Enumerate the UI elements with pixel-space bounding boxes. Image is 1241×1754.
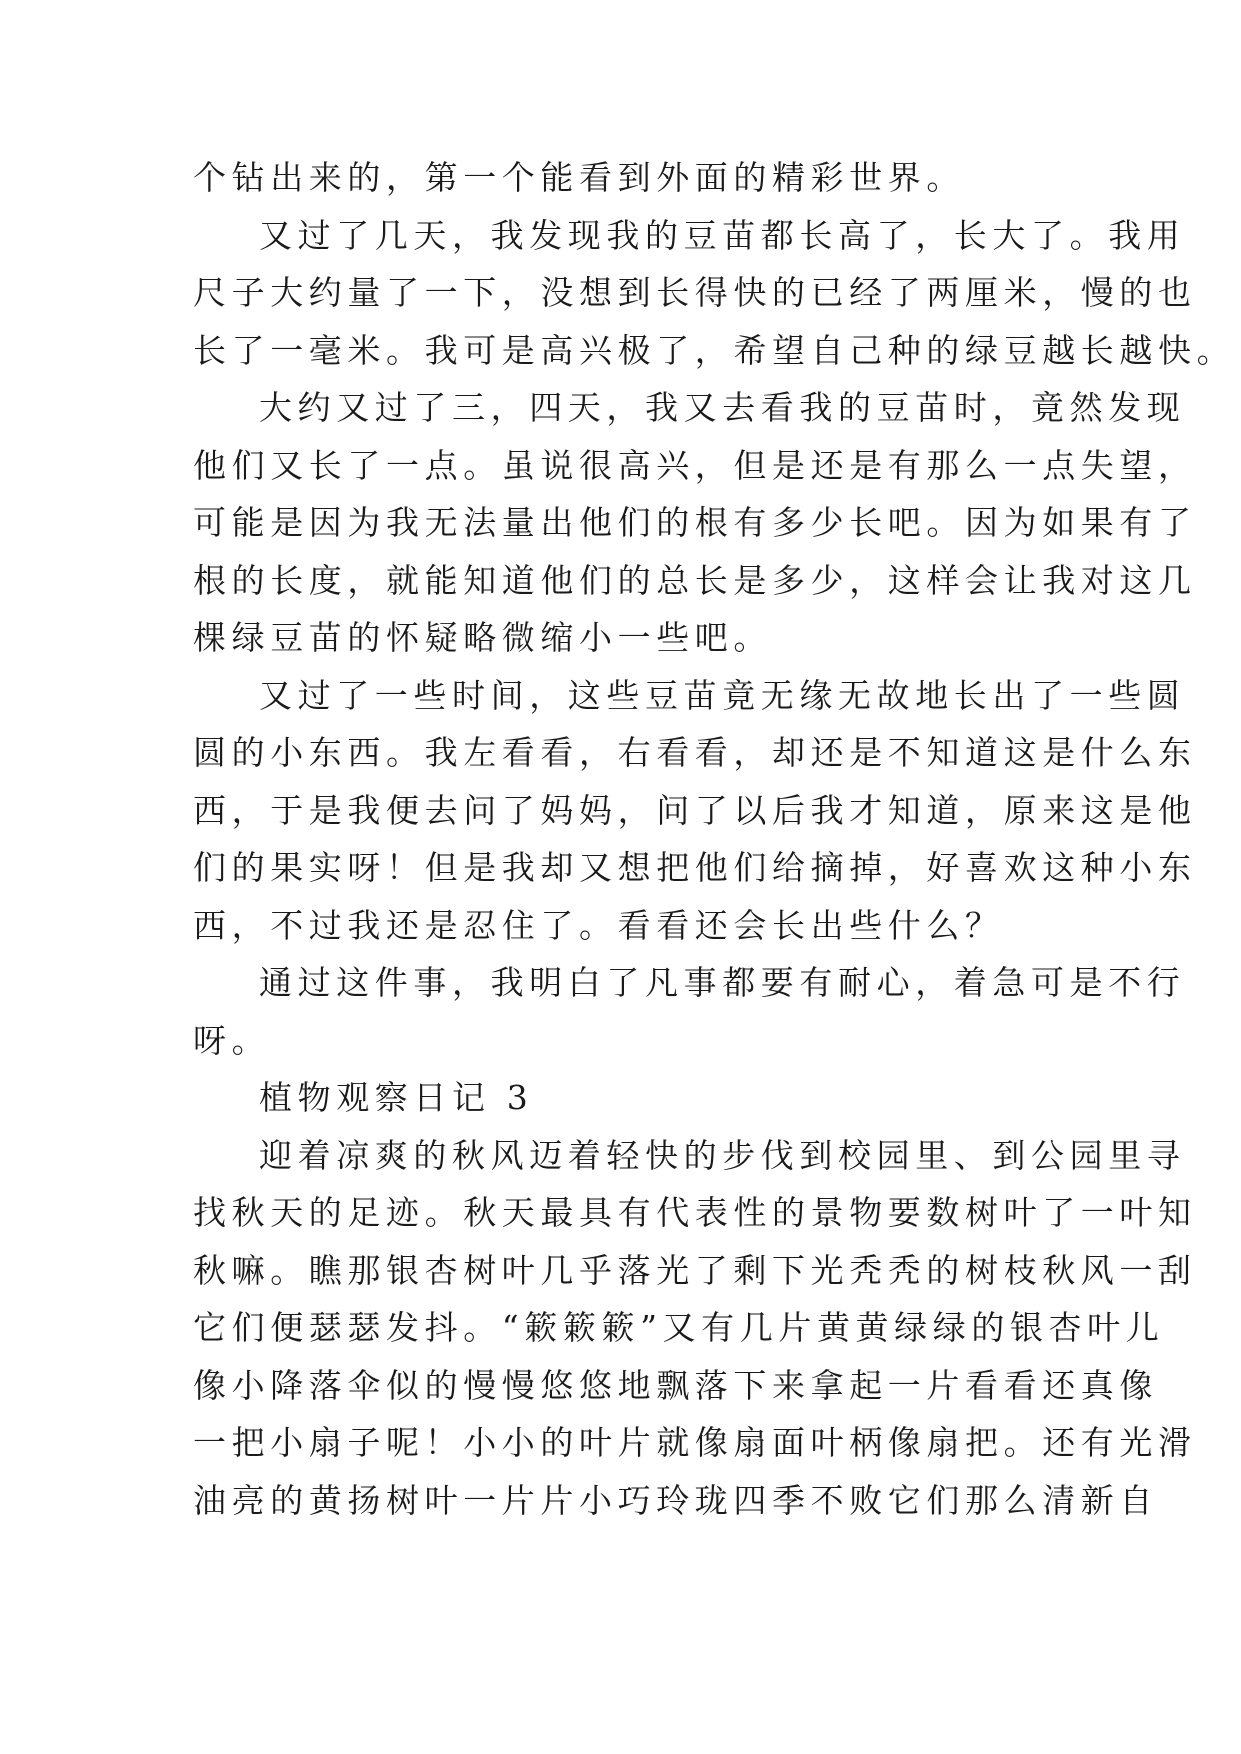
text-line: 通过这件事，我明白了凡事都要有耐心，着急可是不行 xyxy=(259,963,1186,1002)
text-line: 圆的小东西。我左看看，右看看，却还是不知道这是什么东 xyxy=(193,733,1197,772)
section-heading: 植物观察日记 3 xyxy=(259,1078,534,1117)
text-line: 又过了一些时间，这些豆苗竟无缘无故地长出了一些圆 xyxy=(259,676,1186,715)
text-line: 一把小扇子呢！小小的叶片就像扇面叶柄像扇把。还有光滑 xyxy=(193,1423,1197,1462)
text-line: 它们便瑟瑟发抖。“簌簌簌”又有几片黄黄绿绿的银杏叶儿 xyxy=(193,1308,1165,1347)
text-line: 根的长度，就能知道他们的总长是多少，这样会让我对这几 xyxy=(193,561,1197,600)
text-line: 西，于是我便去问了妈妈，问了以后我才知道，原来这是他 xyxy=(193,791,1197,830)
text-line: 秋嘛。瞧那银杏树叶几乎落光了剩下光秃秃的树枝秋风一刮 xyxy=(193,1251,1197,1290)
text-line: 又过了几天，我发现我的豆苗都长高了，长大了。我用 xyxy=(259,216,1186,255)
text-line: 找秋天的足迹。秋天最具有代表性的景物要数树叶了一叶知 xyxy=(193,1193,1197,1232)
text-line: 大约又过了三，四天，我又去看我的豆苗时，竟然发现 xyxy=(259,388,1186,427)
text-line: 他们又长了一点。虽说很高兴，但是还是有那么一点失望， xyxy=(193,446,1197,485)
text-line: 棵绿豆苗的怀疑略微缩小一些吧。 xyxy=(193,618,772,657)
text-line: 尺子大约量了一下，没想到长得快的已经了两厘米，慢的也 xyxy=(193,273,1197,312)
text-line: 迎着凉爽的秋风迈着轻快的步伐到校园里、到公园里寻 xyxy=(259,1136,1186,1175)
text-line: 西，不过我还是忍住了。看看还会长出些什么？ xyxy=(193,906,1004,945)
text-line: 长了一毫米。我可是高兴极了，希望自己种的绿豆越长越快。 xyxy=(193,331,1236,370)
text-line: 们的果实呀！但是我却又想把他们给摘掉，好喜欢这种小东 xyxy=(193,848,1197,887)
text-line: 可能是因为我无法量出他们的根有多少长吧。因为如果有了 xyxy=(193,503,1197,542)
text-line: 油亮的黄扬树叶一片片小巧玲珑四季不败它们那么清新自 xyxy=(193,1481,1158,1520)
text-line: 个钻出来的，第一个能看到外面的精彩世界。 xyxy=(193,158,965,197)
text-line: 呀。 xyxy=(193,1021,271,1060)
text-line: 像小降落伞似的慢慢悠悠地飘落下来拿起一片看看还真像 xyxy=(193,1366,1158,1405)
